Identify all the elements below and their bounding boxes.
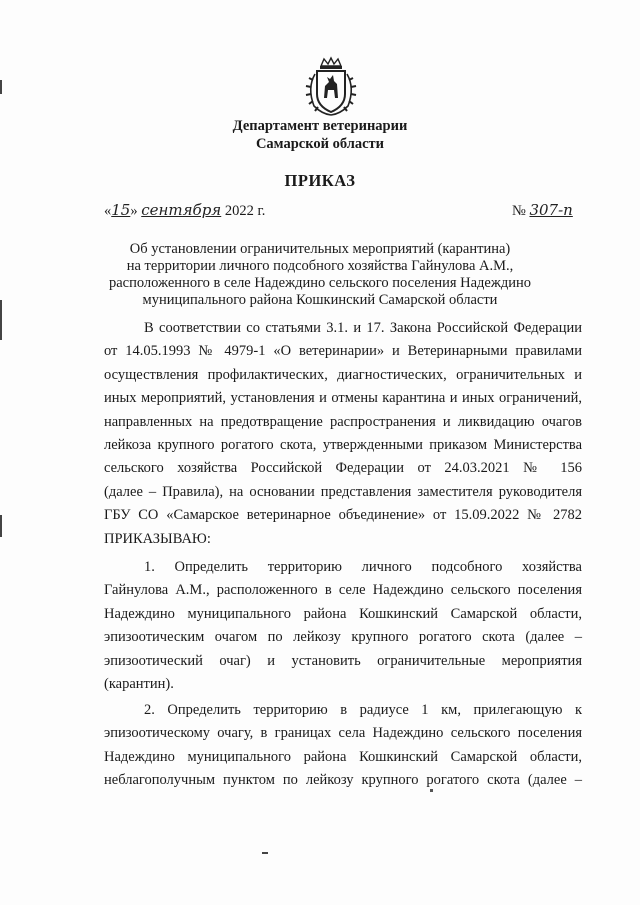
item-line: эпизоотический очаг) и установить ограничительные мероприятия: [104, 652, 582, 669]
item-line: (карантин).: [104, 676, 174, 693]
org-name-line1: Департамент ветеринарии: [232, 118, 408, 134]
scan-speck: [262, 852, 268, 854]
item-line: эпизоотическому очагу, в границах села Надеждино сельского поселения: [104, 725, 582, 742]
preamble-line: направленных на предотвращение распространения и ликвидацию очагов: [104, 413, 582, 430]
subject-line: расположенного в селе Надеждино сельского поселения Надеждино: [108, 275, 532, 291]
order-item-2: [104, 699, 582, 793]
samara-coat-of-arms-icon: [302, 56, 360, 118]
date-month: сентября: [141, 201, 222, 219]
document-type-title: ПРИКАЗ: [284, 171, 356, 190]
order-word: ПРИКАЗЫВАЮ:: [104, 530, 211, 547]
scan-edge-mark: [0, 80, 2, 94]
item-line: Надеждино муниципального района Кошкинский Самарской области,: [104, 748, 582, 765]
date-open-quote: «: [104, 203, 112, 219]
date-day: 15: [111, 201, 131, 219]
subject-line: муниципального района Кошкинский Самарской области: [142, 292, 498, 308]
item-line: Гайнулова А.М., расположенного в селе Надеждино сельского поселения: [104, 582, 582, 599]
number-value: 307-п: [529, 201, 573, 219]
preamble-line: осуществления профилактических, диагностических, ограничительных и: [104, 366, 582, 383]
preamble-line: (далее – Правила), на основании представления заместителя руководителя: [104, 483, 582, 500]
number-prefix: №: [512, 203, 526, 219]
scan-edge-mark: [0, 515, 2, 537]
preamble-paragraph: [104, 317, 582, 551]
order-item-1: [104, 556, 582, 696]
date-close-quote: »: [130, 203, 138, 219]
subject-line: Об установлении ограничительных мероприятий (карантина): [129, 241, 511, 257]
item-line: неблагополучным пунктом по лейкозу крупного рогатого скота (далее –: [104, 772, 582, 789]
order-subject: [0, 241, 640, 309]
item-line: 1. Определить территорию личного подсобного хозяйства: [144, 559, 582, 575]
scan-speck: [430, 789, 433, 792]
preamble-line: лейкоза крупного рогатого скота, утвержденными приказом Министерства: [104, 437, 582, 454]
order-number: [512, 201, 573, 220]
preamble-line: ГБУ СО «Самарское ветеринарное объединение» от 15.09.2022 № 2782: [104, 507, 582, 524]
date-year: 2022 г.: [224, 203, 266, 219]
subject-line: на территории личного подсобного хозяйства Гайнулова А.М.,: [126, 258, 514, 274]
preamble-line: иных мероприятий, установления и отмены карантина и иных ограничений,: [104, 390, 582, 407]
preamble-line: В соответствии со статьями 3.1. и 17. Закона Российской Федерации: [144, 320, 582, 336]
item-line: Надеждино муниципального района Кошкинский Самарской области,: [104, 605, 582, 622]
preamble-line: от 14.05.1993 № 4979-1 «О ветеринарии» и Ветеринарными правилами: [104, 343, 582, 360]
order-date: [104, 201, 265, 220]
preamble-line: сельского хозяйства Российской Федерации от 24.03.2021 № 156: [104, 460, 582, 477]
item-line: 2. Определить территорию в радиусе 1 км, прилегающую к: [144, 702, 582, 718]
org-name-line2: Самарской области: [255, 136, 385, 152]
item-line: эпизоотическим очагом по лейкозу крупного рогатого скота (далее –: [104, 629, 582, 646]
